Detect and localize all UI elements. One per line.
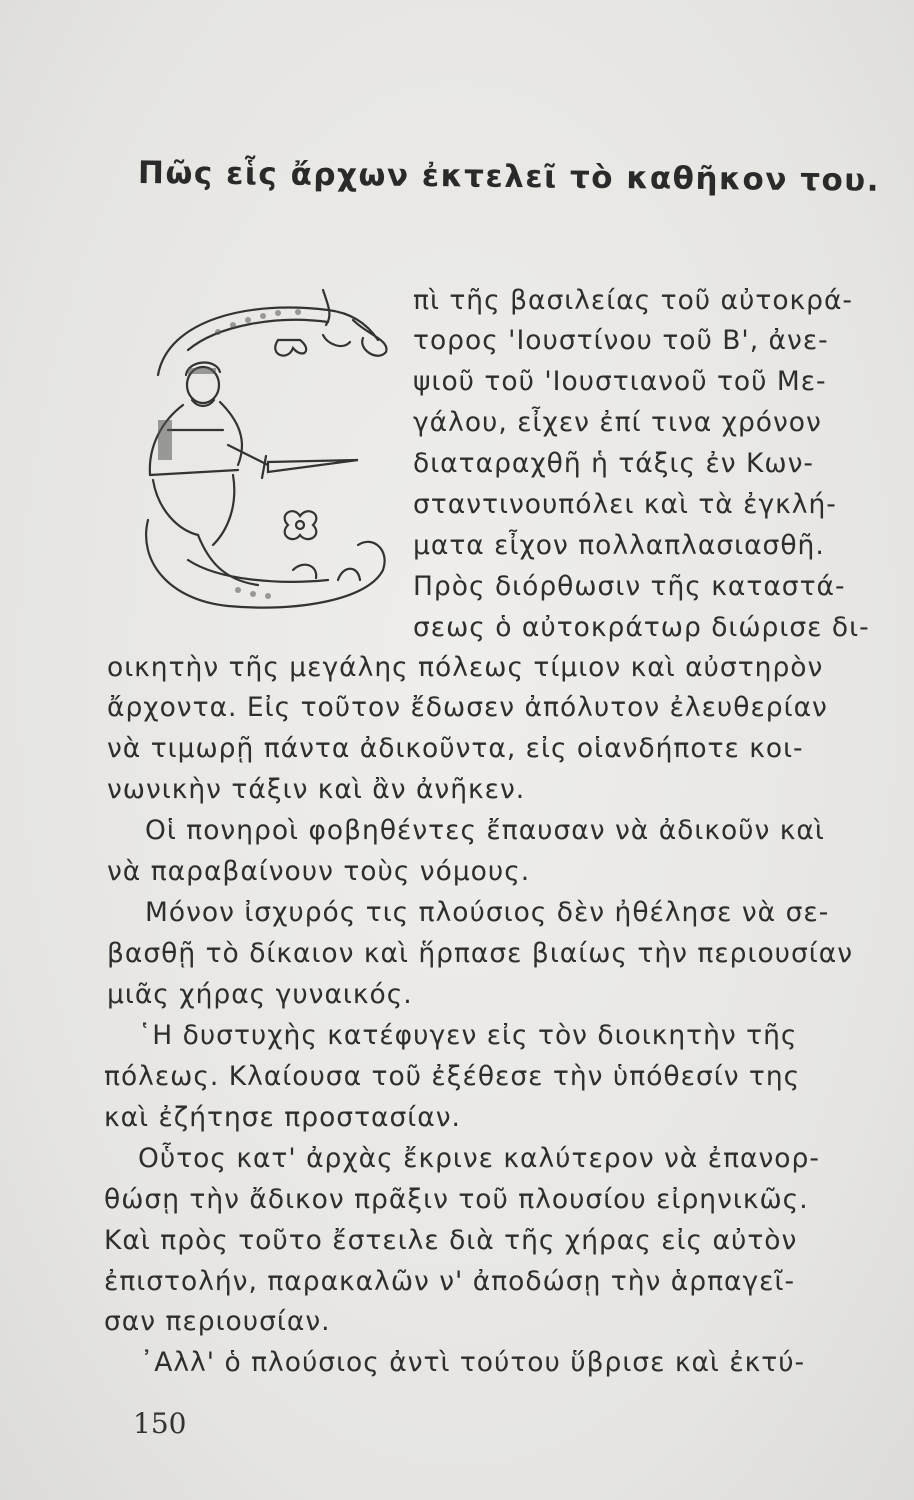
text-line: νὰ τιμωρῇ πάντα ἀδικοῦντα, εἰς οἱανδήποτε κοι- [107, 733, 804, 764]
text-line: Πρὸς διόρθωσιν τῆς καταστά- [413, 571, 846, 602]
text-line: ἐπιστολήν, παρακαλῶν ν' ἀποδώσῃ τὴν ἁρπαγεῖ- [104, 1266, 796, 1297]
text-line: ἄρχοντα. Εἰς τοῦτον ἔδωσεν ἀπόλυτον ἐλευθερίαν [107, 692, 828, 723]
illuminated-initial-E-warrior-icon [128, 280, 390, 616]
text-line: πόλεως. Κλαίουσα τοῦ ἐξέθεσε τὴν ὑπόθεσίν της [104, 1061, 801, 1092]
text-line: τορος 'Ιουστίνου τοῦ Β', ἀνε- [413, 325, 829, 356]
text-line: νὰ παραβαίνουν τοὺς νόμους. [107, 856, 531, 887]
text-line: σταντινουπόλει καὶ τὰ ἐγκλή- [413, 489, 837, 520]
page-title: Πῶς εἷς ἄρχων ἐκτελεῖ τὸ καθῆκον του. [137, 155, 881, 199]
text-line: καὶ ἐζήτησε προστασίαν. [104, 1102, 461, 1133]
text-line: ψιοῦ τοῦ 'Ιουστιανοῦ τοῦ Με- [413, 366, 827, 397]
text-line: οικητὴν τῆς μεγάλης πόλεως τίμιον καὶ αὐστηρὸν [107, 652, 824, 683]
text-line: σαν περιουσίαν. [104, 1306, 331, 1337]
text-line: γάλου, εἶχεν ἐπί τινα χρόνον [413, 407, 822, 438]
text-line: Καὶ πρὸς τοῦτο ἔστειλε διὰ τῆς χήρας εἰς αὐτὸν [104, 1225, 798, 1256]
text-line: ᾿Αλλ' ὁ πλούσιος ἀντὶ τούτου ὕβρισε καὶ ἐκτύ- [140, 1347, 806, 1378]
text-line: σεως ὁ αὐτοκράτωρ διώρισε δι- [413, 612, 870, 643]
text-line: ῾Η δυστυχὴς κατέφυγεν εἰς τὸν διοικητὴν τῆς [138, 1020, 798, 1051]
text-line: Οὗτος κατ' ἀρχὰς ἔκρινε καλύτερον νὰ ἐπανορ- [138, 1143, 820, 1174]
text-line: νωνικὴν τάξιν καὶ ἂν ἀνῆκεν. [107, 774, 526, 805]
text-line: Οἱ πονηροὶ φοβηθέντες ἔπαυσαν νὰ ἀδικοῦν καὶ [145, 815, 825, 846]
text-line: πὶ τῆς βασιλείας τοῦ αὐτοκρά- [413, 285, 853, 316]
text-line: θώσῃ τὴν ἄδικον πρᾶξιν τοῦ πλουσίου εἰρηνικῶς. [104, 1184, 809, 1215]
text-line: βασθῇ τὸ δίκαιον καὶ ἥρπασε βιαίως τὴν περιουσίαν [107, 938, 854, 969]
text-line: Μόνον ἰσχυρός τις πλούσιος δὲν ἠθέλησε νὰ σε- [145, 897, 830, 928]
page-number: 150 [133, 1407, 187, 1440]
text-line: μιᾶς χήρας γυναικός. [107, 979, 413, 1010]
text-line: διαταραχθῆ ἡ τάξις ἐν Κων- [413, 448, 814, 479]
text-line: ματα εἶχον πολλαπλασιασθῆ. [413, 530, 825, 561]
